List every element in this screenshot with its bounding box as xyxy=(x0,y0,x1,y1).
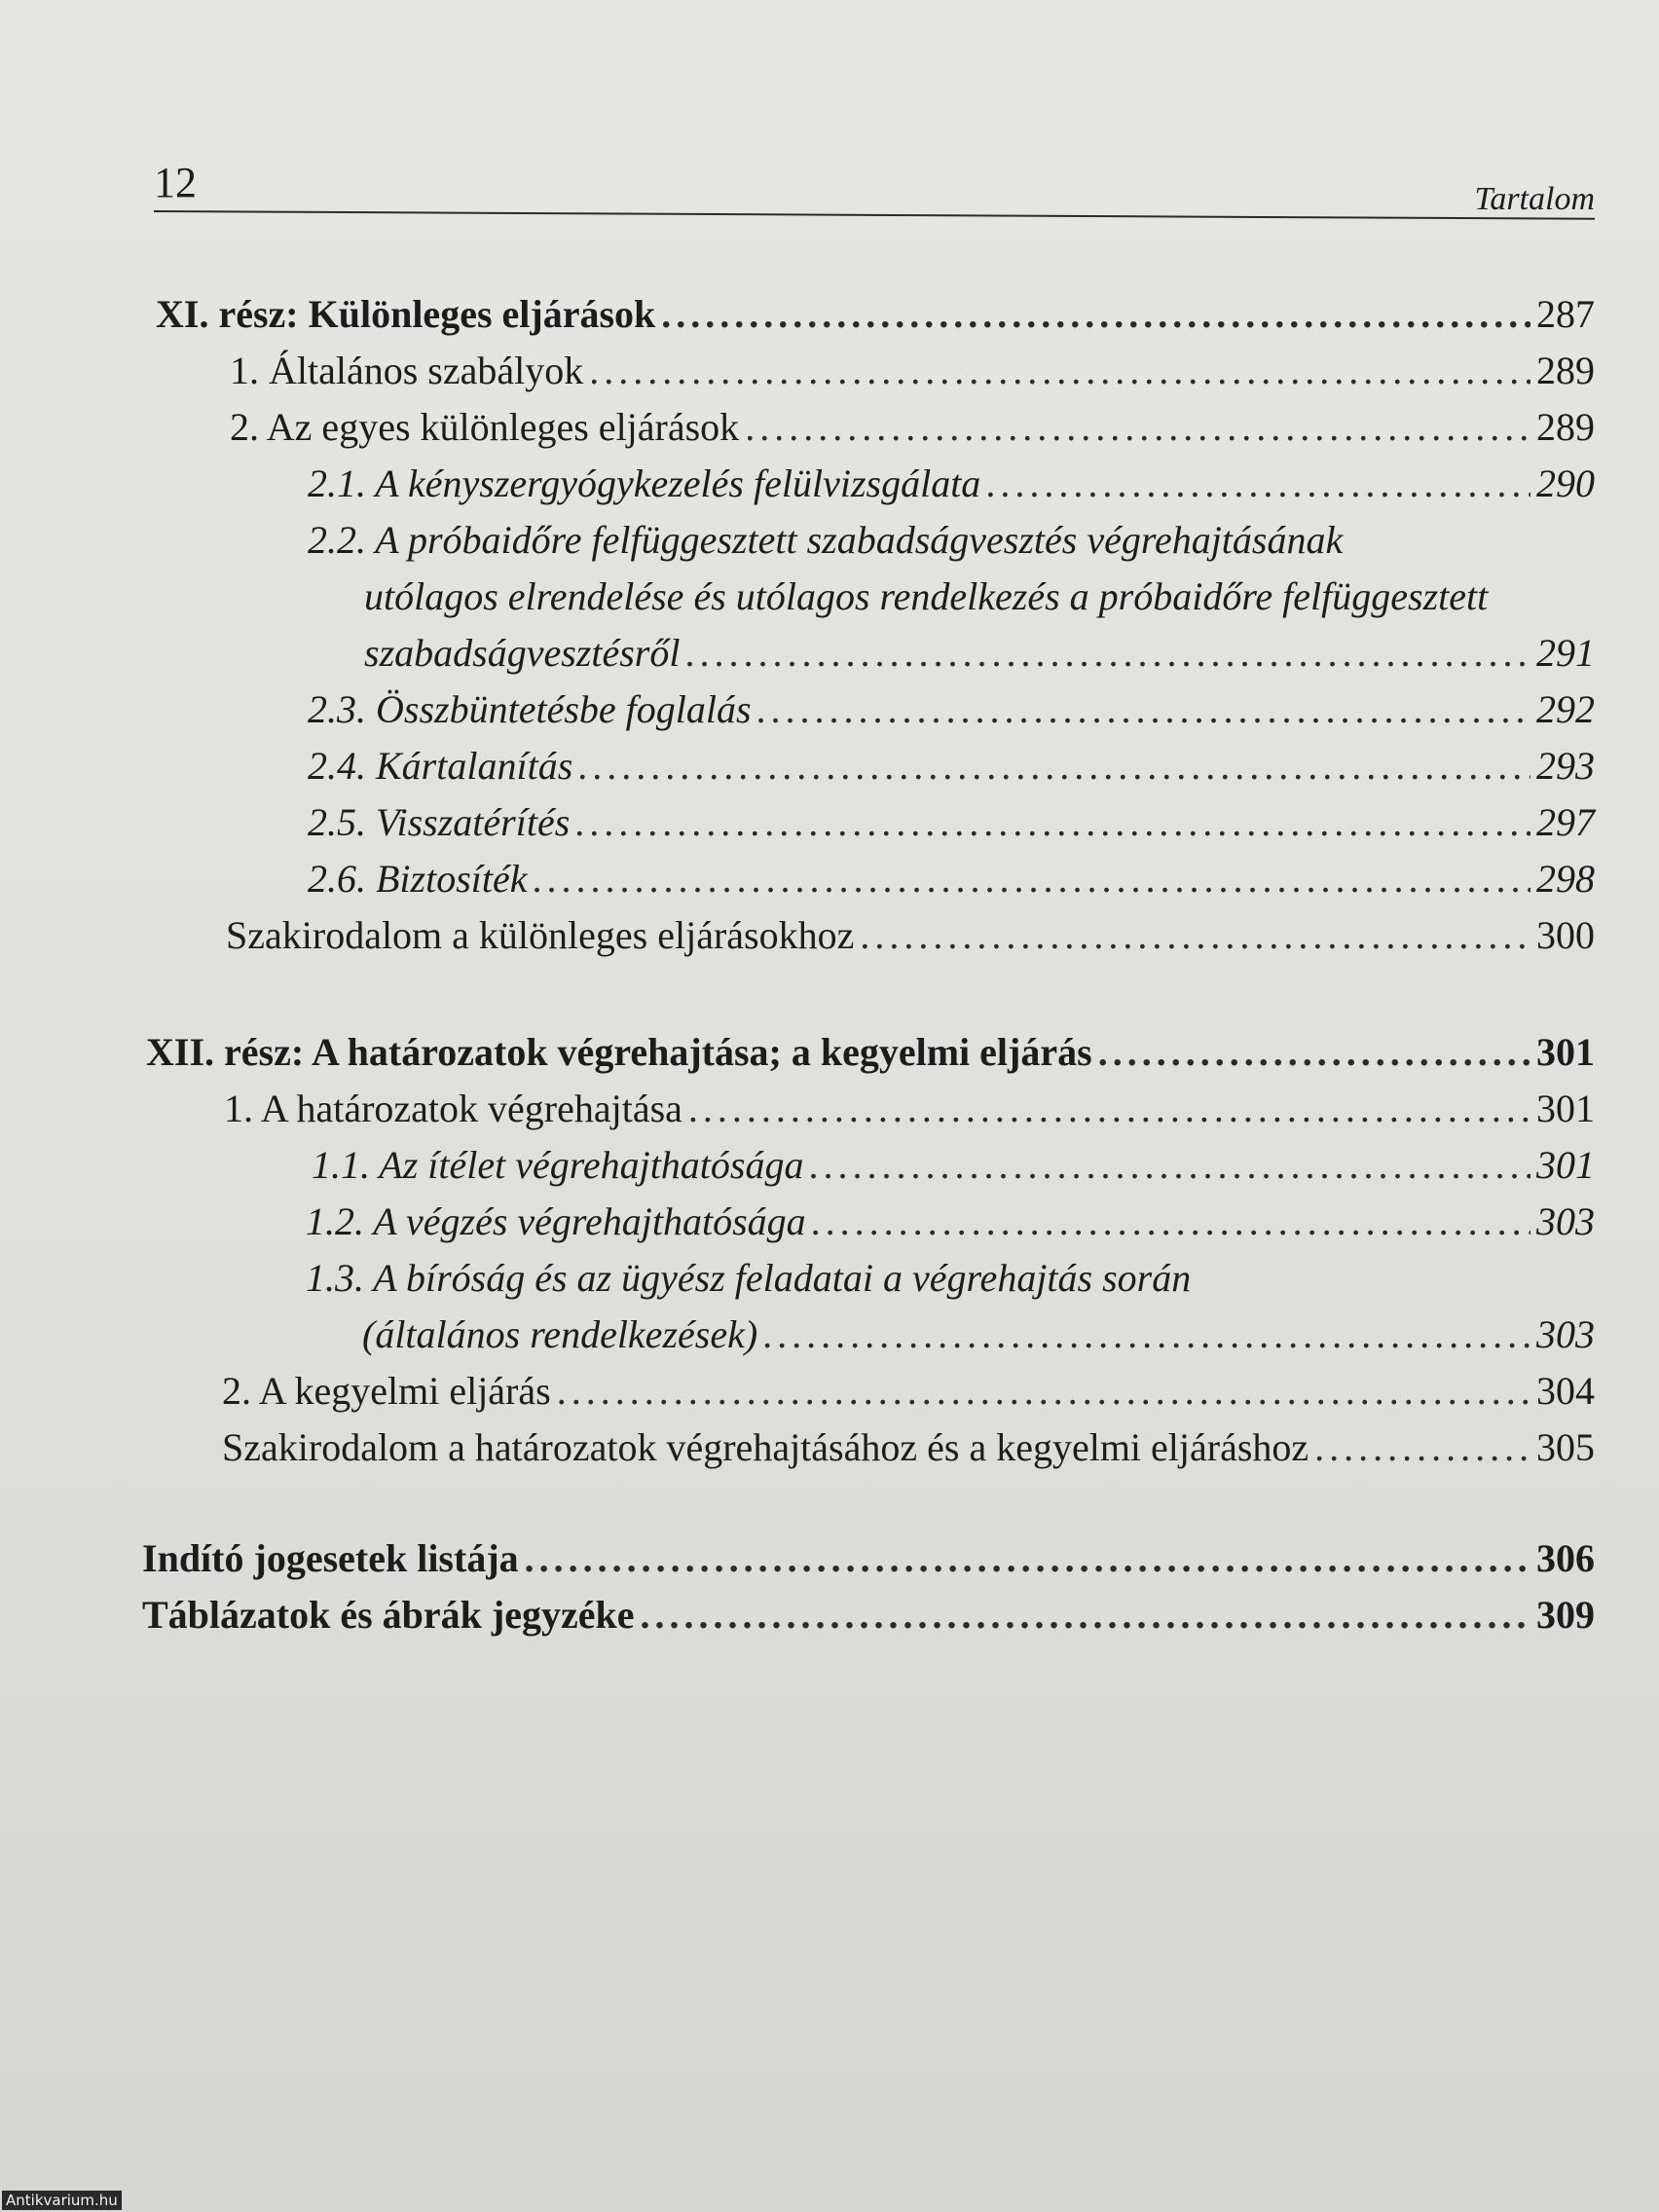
toc-entry-title: 2.4. Kártalanítás xyxy=(308,744,573,788)
dot-leader xyxy=(860,911,1530,960)
toc-entry-tables[interactable] xyxy=(142,1591,1595,1640)
toc-entry-cases[interactable] xyxy=(142,1534,1595,1583)
dot-leader xyxy=(1098,1028,1530,1077)
watermark: Antikvarium.hu xyxy=(2,2191,122,2210)
toc-entry-title: 1. Általános szabályok xyxy=(230,349,584,392)
toc-entry-page: 292 xyxy=(1536,687,1595,731)
dot-leader xyxy=(1314,1423,1530,1472)
toc-entry-clemency[interactable] xyxy=(222,1367,1595,1416)
dot-leader xyxy=(557,1367,1530,1416)
toc-entry-2-4[interactable] xyxy=(308,742,1595,791)
toc-entry-title: Táblázatok és ábrák jegyzéke xyxy=(142,1593,635,1637)
toc-entry-page: 287 xyxy=(1536,292,1595,336)
toc-entry-title: XI. rész: Különleges eljárások xyxy=(156,292,656,336)
toc-entry-page: 305 xyxy=(1536,1425,1595,1469)
toc-entry-title: (általános rendelkezések) xyxy=(362,1312,758,1356)
dot-leader xyxy=(986,460,1530,508)
toc-entry-title: 2.6. Biztosíték xyxy=(308,857,528,901)
toc-entry-enforcement[interactable] xyxy=(224,1085,1595,1133)
running-header xyxy=(154,146,1595,234)
toc-entry-part-xi[interactable] xyxy=(156,290,1595,339)
dot-leader xyxy=(685,629,1530,678)
toc-entry-title: 2.1. A kényszergyógykezelés felülvizsgálata xyxy=(308,461,981,505)
dot-leader xyxy=(661,290,1530,339)
toc-entry-title: szabadságvesztésről xyxy=(364,631,681,675)
dot-leader xyxy=(810,1141,1531,1190)
dot-leader xyxy=(578,742,1530,791)
toc-entry-title: 2. Az egyes különleges eljárások xyxy=(230,405,740,449)
toc-entry-1-1[interactable] xyxy=(312,1141,1595,1190)
toc-entry-page: 301 xyxy=(1536,1030,1595,1074)
toc-entry-page: 298 xyxy=(1536,857,1595,901)
dot-leader xyxy=(688,1085,1530,1133)
toc-entry-page: 289 xyxy=(1536,405,1595,449)
page-number: 12 xyxy=(154,159,197,206)
toc-entry-2-6[interactable] xyxy=(308,855,1595,903)
toc-entry-literature-special[interactable] xyxy=(226,911,1595,960)
toc-entry-1-2[interactable] xyxy=(306,1198,1595,1246)
toc-entry-2-2-line1[interactable]: 2.2. A próbaidőre felfüggesztett szabadságvesztés végrehajtásának xyxy=(308,518,1344,562)
dot-leader xyxy=(763,1310,1530,1359)
dot-leader xyxy=(757,685,1530,734)
toc-entry-page: 304 xyxy=(1536,1369,1595,1413)
dot-leader xyxy=(641,1591,1530,1640)
toc-entry-page: 297 xyxy=(1536,800,1595,844)
toc-entry-title: Szakirodalom a különleges eljárásokhoz xyxy=(226,913,855,957)
toc-entry-page: 303 xyxy=(1536,1312,1595,1356)
toc-entry-2-3[interactable] xyxy=(308,685,1595,734)
toc-entry-1-3-line1[interactable]: 1.3. A bíróság és az ügyész feladatai a végrehajtás során xyxy=(306,1256,1192,1300)
toc-entry-page: 303 xyxy=(1536,1199,1595,1243)
toc-entry-title: Szakirodalom a határozatok végrehajtásához és a kegyelmi eljáráshoz xyxy=(222,1425,1309,1469)
toc-entry-page: 309 xyxy=(1536,1593,1595,1637)
toc-entry-page: 301 xyxy=(1536,1087,1595,1130)
toc-entry-title: XII. rész: A határozatok végrehajtása; a kegyelmi eljárás xyxy=(146,1030,1092,1074)
toc-entry-title: Indító jogesetek listája xyxy=(142,1536,519,1580)
toc-entry-literature-enforcement[interactable] xyxy=(222,1423,1595,1472)
toc-entry-2-2-line2[interactable]: utólagos elrendelése és utólagos rendelkezés a próbaidőre felfüggesztett xyxy=(364,574,1489,618)
toc-entry-page: 291 xyxy=(1536,631,1595,675)
toc-entry-1-3[interactable] xyxy=(362,1310,1595,1359)
toc-entry-general-rules[interactable] xyxy=(230,347,1595,395)
dot-leader xyxy=(575,798,1530,847)
toc-entry-page: 290 xyxy=(1536,461,1595,505)
toc-entry-title: 1. A határozatok végrehajtása xyxy=(224,1087,682,1130)
toc-entry-2-5[interactable] xyxy=(308,798,1595,847)
toc-entry-title: 1.2. A végzés végrehajthatósága xyxy=(306,1199,806,1243)
toc-entry-title: 2.5. Visszatérítés xyxy=(308,800,571,844)
toc-entry-part-xii[interactable] xyxy=(146,1028,1595,1077)
toc-entry-title: 2. A kegyelmi eljárás xyxy=(222,1369,551,1413)
toc-entry-title: 1.1. Az ítélet végrehajthatósága xyxy=(312,1143,804,1187)
toc-entry-2-1[interactable] xyxy=(308,460,1595,508)
dot-leader xyxy=(534,855,1530,903)
toc-entry-title: 2.3. Összbüntetésbe foglalás xyxy=(308,687,752,731)
toc-entry-page: 306 xyxy=(1536,1536,1595,1580)
toc-entry-2-2[interactable] xyxy=(364,629,1595,678)
toc-entry-special-procedures[interactable] xyxy=(230,403,1595,452)
toc-entry-page: 293 xyxy=(1536,744,1595,788)
toc-entry-page: 289 xyxy=(1536,349,1595,392)
header-rule xyxy=(154,210,1595,220)
toc-entry-page: 301 xyxy=(1536,1143,1595,1187)
dot-leader xyxy=(589,347,1530,395)
toc-entry-page: 300 xyxy=(1536,913,1595,957)
dot-leader xyxy=(812,1198,1530,1246)
dot-leader xyxy=(745,403,1530,452)
dot-leader xyxy=(525,1534,1530,1583)
running-title: Tartalom xyxy=(1474,181,1595,217)
